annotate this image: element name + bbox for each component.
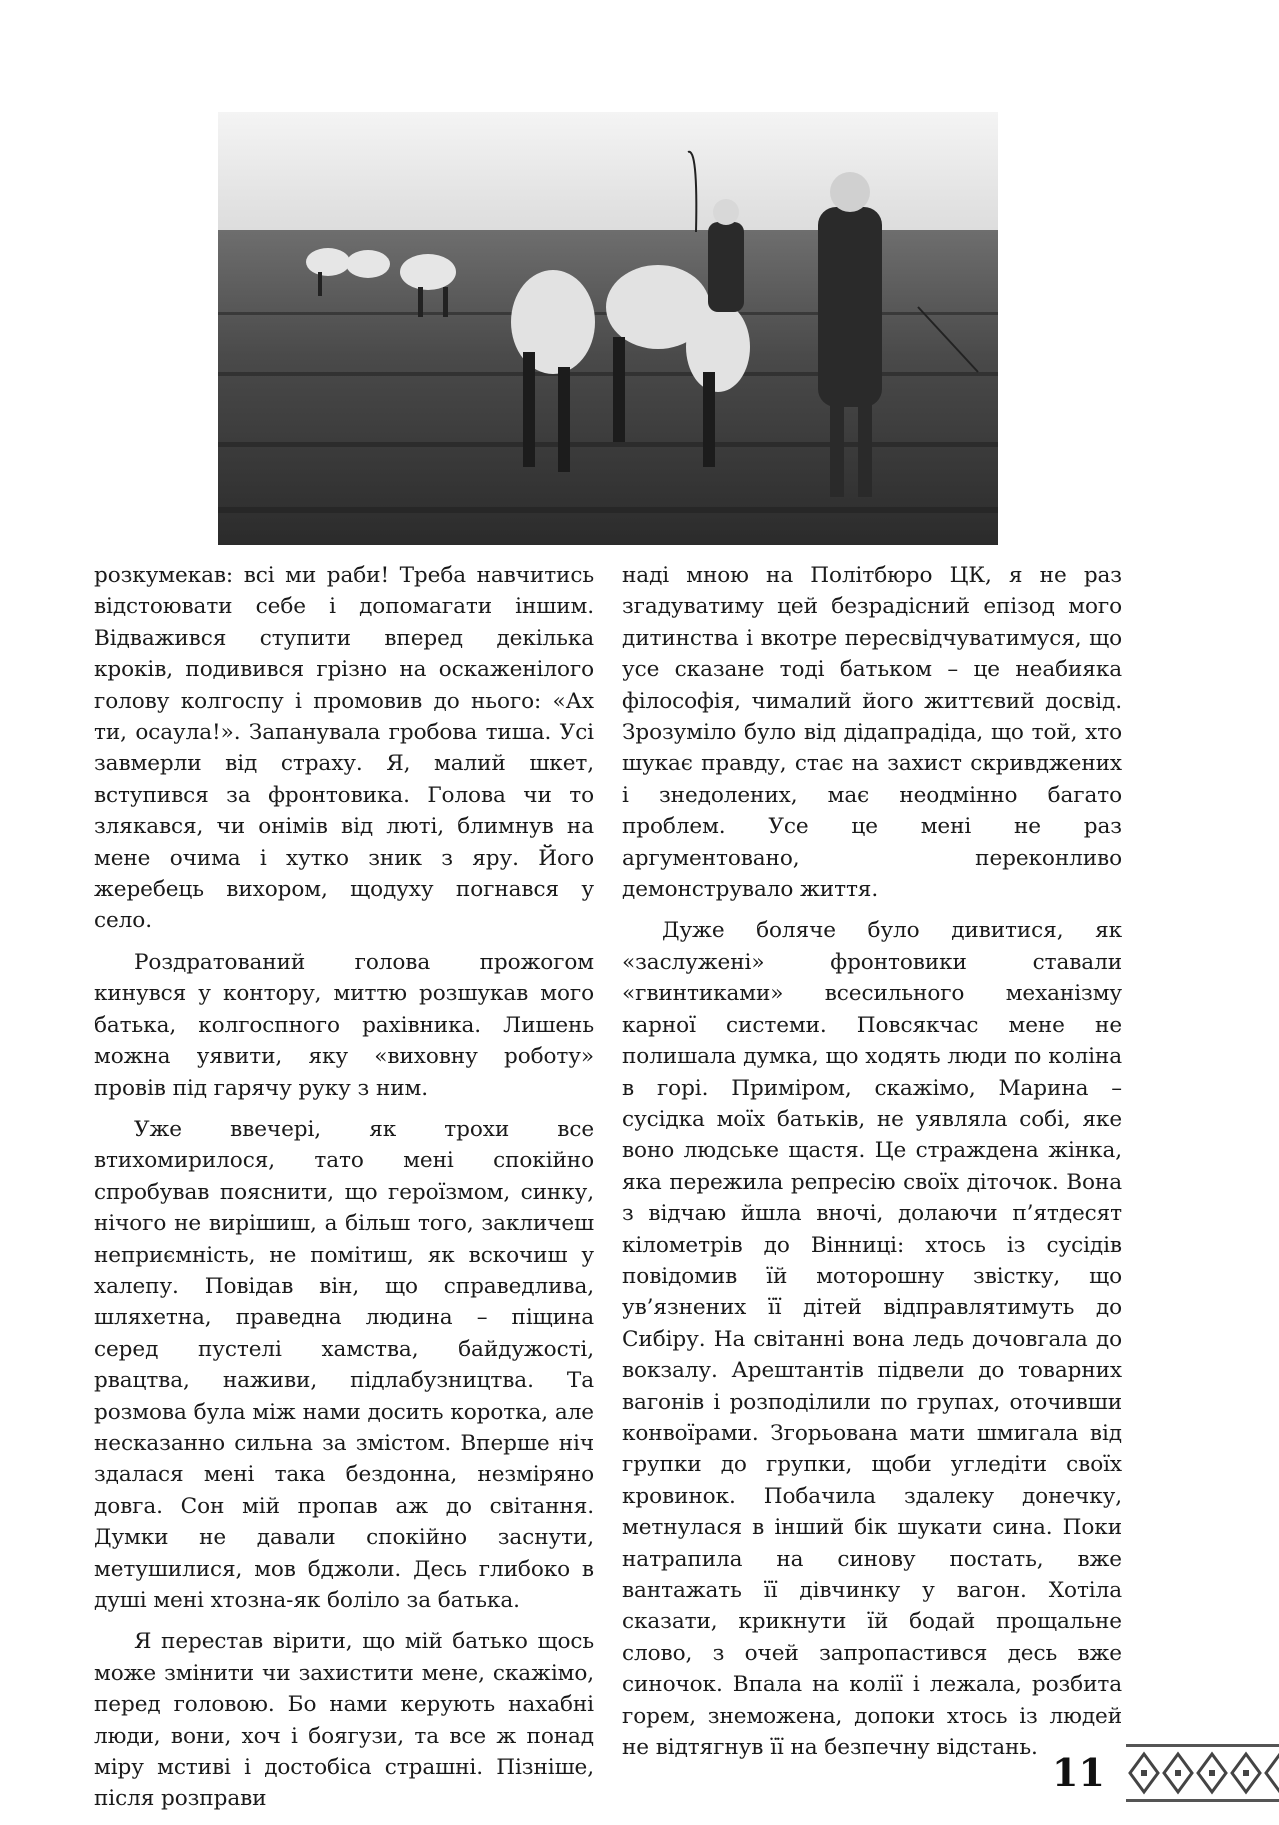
paragraph: Я перестав вірити, що мій батько щось може змінити чи захистити мене, скажімо, перед головою. Бо нами керують нахабні люди, вони, хоч і боягузи, та все ж понад міру мстиві і достобіса страшні. Пізніше, після розправи [94,1629,594,1812]
page-number: 11 [1052,1750,1105,1795]
field-plowing-photo [218,112,998,545]
paragraph: Роздратований голова прожогом кинувся у контору, миттю розшукав мого батька, колгоспного рахівника. Лишень можна уявити, яку «виховну роботу» провів під гарячу руку з ним. [94,949,594,1101]
paragraph: Уже ввечері, як трохи все втихомирилося, тато мені спокійно спробував пояснити, що героїзмом, синку, нічого не вирішиш, а більш того, закличеш неприємність, не помітиш, як вскочиш у халепу. Повідав він, що справедлива, шляхетна, праведна людина – піщина серед пустелі хамства, байдужості, рвацтва, наживи, підлабузництва. Та розмова була між нами досить коротка, але несказанно сильна за змістом. Вперше ніч здалася мені така бездонна, незміряно довга. Сон мій пропав аж до світання. Думки не давали спокійно заснути, метушилися, мов бджоли. Десь глибоко в душі мені хтозна-як боліло за батька. [94,1116,594,1613]
right-text-column [622,560,1122,1773]
embroidery-ornament-icon [1126,1742,1279,1804]
paragraph: Дуже боляче було дивитися, як «заслужені» фронтовики ставали «гвинтиками» всесильного механізму карної системи. Повсякчас мене не полишала думка, що ходять люди по коліна в горі. Приміром, скажімо, Марина – сусідка моїх батьків, не уявляла собі, яке воно людське щастя. Це страждена жінка, яка пережила репресію своїх діточок. Вона з відчаю йшла вночі, долаючи п’ятдесят кілометрів до Вінниці: хтось із сусідів повідомив їй моторошну звістку, що ув’язнених її дітей відправлятимуть до Сибіру. На світанні вона ледь дочовгала до вокзалу. Арештантів підвели до товарних вагонів і розподілили по групах, оточивши конвоїрами. Згорьована мати шмигала від групки до групки, щоби угледіти своїх кровинок. Побачила здалеку донечку, метнулася в інший бік шукати сина. Поки натрапила на синову постать, вже вантажать її дівчинку у вагон. Хотіла сказати, крикнути їй бодай прощальне слово, з очей запропастився десь вже синочок. Впала на колії і лежала, розбита горем, знеможена, допоки хтось із людей не відтягнув її на безпечну відстань. [622,918,1122,1761]
paragraph: розкумекав: всі ми раби! Треба навчитись відстоювати себе і допомагати іншим. Відважився ступити вперед декілька кроків, подивився грізно на оскаженілого голову колгоспу і промовив до нього: «Ах ти, осаула!». Запанувала гробова тиша. Усі завмерли від страху. Я, малий шкет, вступився за фронтовика. Голова чи то злякався, чи онімів від люті, блимнув на мене очима і хутко зник з яру. Його жеребець вихором, щодуху погнався у село. [94,563,594,934]
paragraph: наді мною на Політбюро ЦК, я не раз згадуватиму цей безрадісний епізод мого дитинства і вкотре пересвідчуватимуся, що усе сказане тоді батьком – це неабияка філософія, чималий його життєвий досвід. Зрозуміло було від дідапрадіда, що той, хто шукає правду, стає на захист скривджених і знедолених, має неодмінно багато проблем. Усе це мені не раз аргументовано, переконливо демонструвало життя. [622,563,1122,903]
field-plowing-photo-icon [218,112,998,545]
left-text-column [94,560,594,1825]
